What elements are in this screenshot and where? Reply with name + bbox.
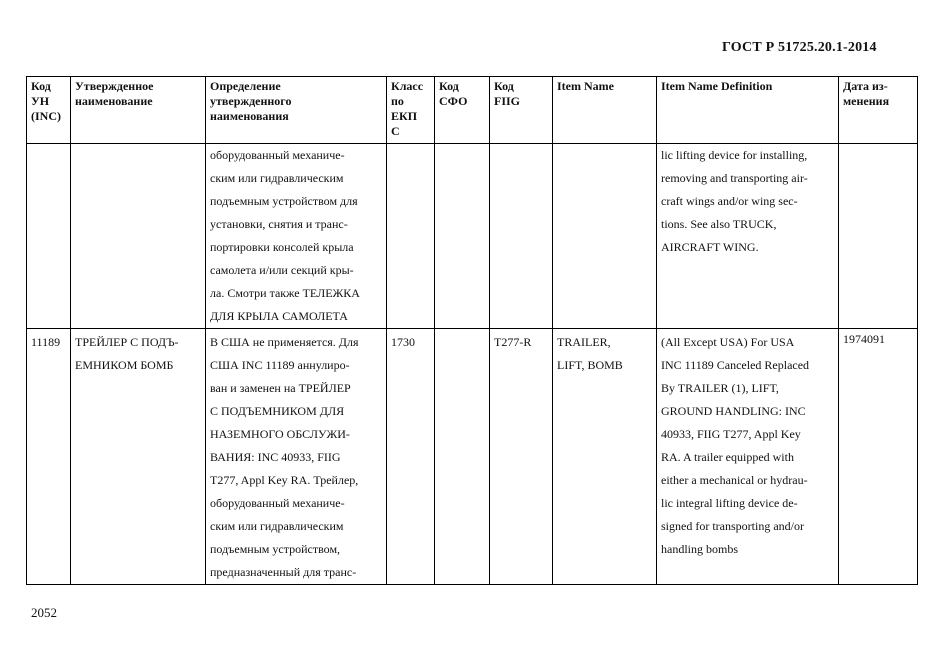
cell-fiig bbox=[490, 144, 553, 329]
cell-approved-name bbox=[71, 144, 206, 329]
table-row-continuation bbox=[27, 144, 918, 329]
cell-definition-ru: В США не применяется. Для США INC 11189 аннулиро- ван и заменен на ТРЕЙЛЕР С ПОДЪЕМНИКОМ ДЛЯ НАЗЕМНОГО ОБСЛУЖИ- ВАНИЯ: INC 40933, FIIG T277, Appl Key RA. Трейлер, оборудованный механиче- ским или гидравлическим подъемным устройством, предназначенный для транс- bbox=[206, 329, 387, 585]
cell-approved-name: ТРЕЙЛЕР С ПОДЪ- ЕМНИКОМ БОМБ bbox=[71, 329, 206, 585]
header-definition: Определение утвержденного наименования bbox=[206, 77, 387, 144]
page-number: 2052 bbox=[31, 605, 57, 620]
table-header-row bbox=[27, 77, 918, 144]
cell-date: 1974091 bbox=[839, 329, 918, 585]
cell-definition-en: (All Except USA) For USA INC 11189 Canceled Replaced By TRAILER (1), LIFT, GROUND HANDLING: INC 40933, FIIG T277, Appl Key RA. A trailer equipped with either a mechanical or hydrau- lic integral lifting device de- signed for transporting and/or handling bombs bbox=[657, 329, 839, 585]
header-sfo: Код СФО bbox=[435, 77, 490, 144]
cell-class bbox=[387, 144, 435, 329]
header-change-date: Дата из- менения bbox=[839, 77, 918, 144]
cell-item-name bbox=[553, 144, 657, 329]
document-code: ГОСТ Р 51725.20.1-2014 bbox=[722, 40, 877, 55]
cell-date bbox=[839, 144, 918, 329]
header-item-name-definition: Item Name Definition bbox=[657, 77, 839, 144]
cell-inc bbox=[27, 144, 71, 329]
table-row-11189 bbox=[27, 329, 918, 585]
catalog-table bbox=[26, 76, 918, 585]
cell-inc: 11189 bbox=[27, 329, 71, 585]
cell-item-name: TRAILER, LIFT, BOMB bbox=[553, 329, 657, 585]
header-item-name: Item Name bbox=[553, 77, 657, 144]
cell-definition-ru: оборудованный механиче- ским или гидравлическим подъемным устройством для установки, снятия и транс- портировки консолей крыла самолета и/или секций кры- ла. Смотри также ТЕЛЕЖКА ДЛЯ КРЫЛА САМОЛЕТА bbox=[206, 144, 387, 329]
header-inc: Код УН (INC) bbox=[27, 77, 71, 144]
header-approved-name: Утвержденное наименование bbox=[71, 77, 206, 144]
cell-definition-en: lic lifting device for installing, removing and transporting air- craft wings and/or wing sec- tions. See also TRUCK, AIRCRAFT WING. bbox=[657, 144, 839, 329]
cell-fiig: T277-R bbox=[490, 329, 553, 585]
cell-sfo bbox=[435, 329, 490, 585]
header-class: Класс по ЕКП С bbox=[387, 77, 435, 144]
cell-sfo bbox=[435, 144, 490, 329]
header-fiig: Код FIIG bbox=[490, 77, 553, 144]
cell-class: 1730 bbox=[387, 329, 435, 585]
